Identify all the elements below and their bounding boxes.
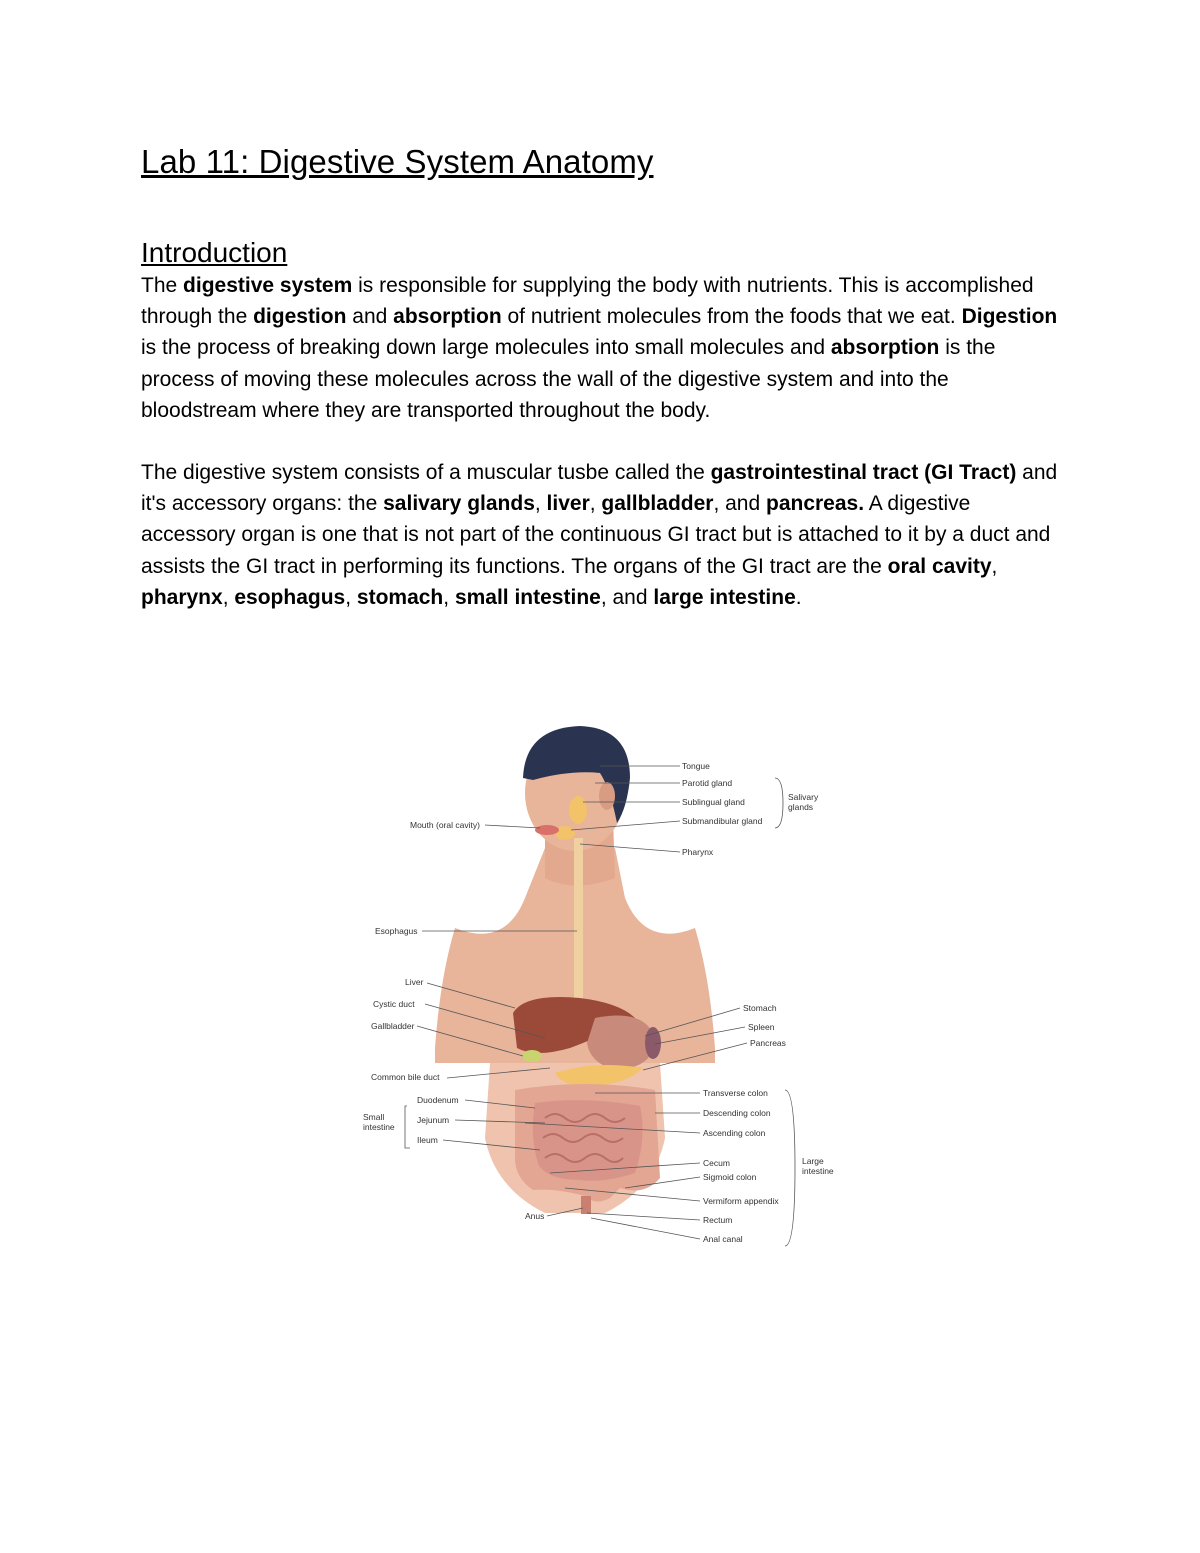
text-run: is responsible for supplying the body with nutrients. This is accomplished through the (141, 274, 1034, 329)
label-transverse-colon: Transverse colon (703, 1088, 768, 1098)
text-run: is the process of moving these molecules across the wall of the digestive system and into the bloodstream where they are transported throughout the body. (141, 336, 996, 422)
bold-term: stomach (356, 585, 444, 609)
label-anal-canal: Anal canal (703, 1234, 743, 1244)
section-heading-introduction: Introduction (141, 237, 288, 268)
label-large-intestine-line2: intestine (802, 1166, 834, 1176)
label-salivary-glands-line2: glands (788, 802, 814, 812)
bold-term: gallbladder (601, 492, 714, 516)
label-sublingual-gland: Sublingual gland (682, 797, 745, 807)
text-run: , (222, 585, 235, 609)
bold-term: oral cavity (887, 554, 992, 578)
text-run: , (443, 585, 455, 609)
label-large-intestine-line1: Large (802, 1156, 824, 1166)
label-vermiform-appendix: Vermiform appendix (703, 1196, 779, 1206)
text-run: , (345, 585, 357, 609)
bold-term: Digestion (961, 305, 1058, 329)
label-ascending-colon: Ascending colon (703, 1128, 766, 1138)
label-gallbladder: Gallbladder (371, 1021, 415, 1031)
label-spleen: Spleen (748, 1022, 775, 1032)
gallbladder-shape (522, 1050, 542, 1062)
label-jejunum: Jejunum (417, 1115, 450, 1125)
esophagus-tube (574, 838, 583, 1000)
text-run: and (346, 305, 394, 329)
digestive-system-illustration (355, 718, 855, 1258)
bold-term: small intestine (454, 585, 601, 609)
label-liver: Liver (405, 977, 424, 987)
label-small-intestine-line2: intestine (363, 1122, 395, 1132)
label-salivary-glands-line1: Salivary (788, 792, 819, 802)
label-rectum: Rectum (703, 1215, 733, 1225)
text-run: , (991, 554, 998, 578)
label-mouth: Mouth (oral cavity) (410, 820, 480, 830)
label-anus: Anus (525, 1211, 545, 1221)
text-run: The (141, 274, 184, 297)
label-submandibular-gland: Submandibular gland (682, 816, 763, 826)
bold-term: absorption (393, 305, 502, 329)
label-pharynx: Pharynx (682, 847, 714, 857)
bold-term: pharynx (141, 585, 223, 609)
bold-term: digestive system (183, 274, 353, 297)
label-small-intestine-line1: Small (363, 1112, 385, 1122)
label-ileum: Ileum (417, 1135, 438, 1145)
document-title: Lab 11: Digestive System Anatomy (141, 143, 654, 180)
label-parotid-gland: Parotid gland (682, 778, 733, 788)
label-esophagus: Esophagus (375, 926, 418, 936)
label-cystic-duct: Cystic duct (373, 999, 415, 1009)
parotid-gland-shape (569, 796, 587, 824)
bold-term: digestion (253, 305, 347, 329)
tongue-shape (535, 825, 559, 835)
text-run: , (534, 492, 547, 516)
label-sigmoid-colon: Sigmoid colon (703, 1172, 757, 1182)
intro-paragraph-2 (141, 457, 1061, 613)
label-pancreas: Pancreas (750, 1038, 786, 1048)
label-common-bile-duct: Common bile duct (371, 1072, 440, 1082)
bold-term: large intestine (653, 585, 796, 609)
label-stomach: Stomach (743, 1003, 777, 1013)
ear-shape (599, 782, 615, 810)
label-descending-colon: Descending colon (703, 1108, 771, 1118)
bold-term: pancreas. (766, 492, 865, 516)
small-intestine-shape (533, 1100, 643, 1181)
label-tongue: Tongue (682, 761, 710, 771)
bold-term: gastrointestinal tract (GI Tract) (710, 461, 1017, 485)
rectum-shape (581, 1196, 591, 1214)
bold-term: esophagus (234, 585, 346, 609)
bold-term: absorption (830, 336, 940, 360)
label-cecum: Cecum (703, 1158, 730, 1168)
text-run: A digestive accessory organ is one that is not part of the continuous GI tract but is attached to it by a duct and assists the GI tract in performing its functions. The organs of the GI tract are the (141, 492, 1051, 578)
text-run: and it's accessory organs: the (141, 461, 1058, 516)
text-run: of nutrient molecules from the foods that we eat. (501, 305, 962, 329)
digestive-system-diagram (355, 718, 855, 1258)
document-page (141, 140, 1061, 613)
text-run: The digestive system consists of a muscular tusbe called the (141, 461, 711, 485)
text-run: , (589, 492, 602, 516)
bold-term: salivary glands (383, 492, 535, 516)
text-run: , and (600, 585, 654, 609)
bold-term: liver (546, 492, 590, 516)
text-run: . (795, 585, 802, 609)
text-run: , and (713, 492, 766, 516)
intro-paragraph-1 (141, 270, 1061, 426)
text-run: is the process of breaking down large molecules into small molecules and (141, 336, 831, 360)
label-duodenum: Duodenum (417, 1095, 459, 1105)
